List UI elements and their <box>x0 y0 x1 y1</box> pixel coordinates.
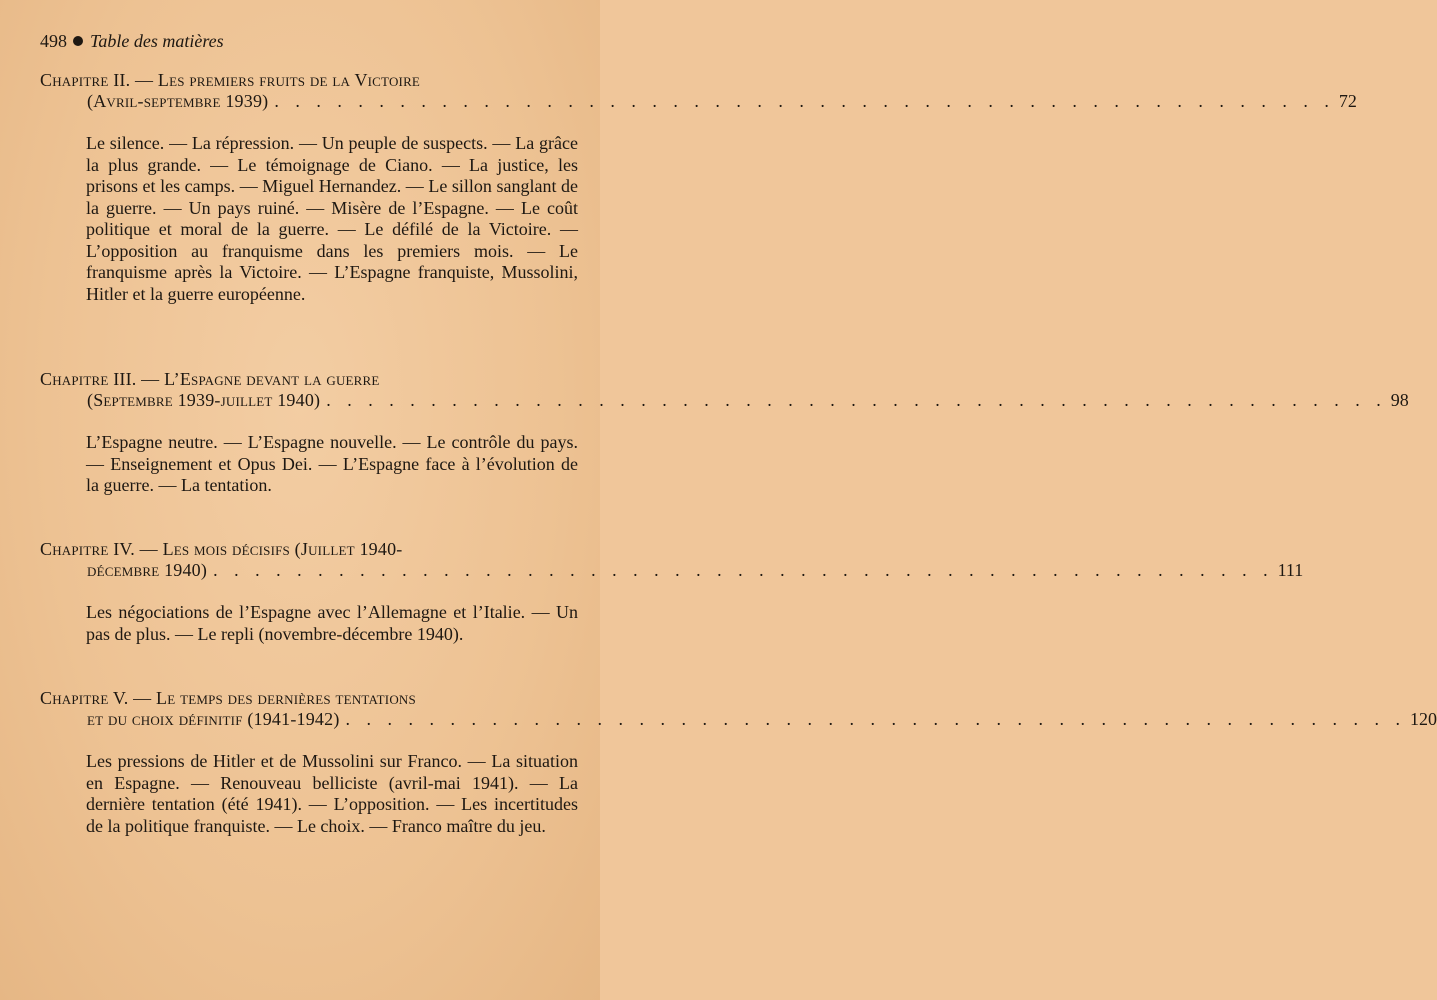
running-head <box>40 30 224 52</box>
chapter-entry-3 <box>40 369 1409 497</box>
dot-leader: . . . . . . . . . . . . . . . . . . . . . . . . . . . . . . . . . . . . . . . . . . . . . . . . . . . <box>326 390 1387 410</box>
chapter-title-line-2 <box>87 709 1437 730</box>
chapter-summary: Le silence. — La répression. — Un peuple de suspects. — La grâce la plus grande. — Le témoignage de Ciano. — La justice, les prisons et les camps. — Miguel Hernandez. — Le sillon sanglant de la guerre. — Un pays ruiné. — Misère de l’Espagne. — Le coût politique et moral de la guerre. — Le défilé de la Victoire. — L’opposition au franquisme dans les premiers mois. — Le franquisme après la Victoire. — L’Espagne franquiste, Mussolini, Hitler et la guerre européenne. <box>86 133 578 304</box>
dot-leader: . . . . . . . . . . . . . . . . . . . . . . . . . . . . . . . . . . . . . . . . . . . . . . . . . . . <box>274 91 1335 111</box>
chapter-page-number: 120 <box>1410 709 1437 729</box>
page-number: 498 <box>40 31 67 51</box>
chapter-title-line-1: Chapitre II. — Les premiers fruits de la Victoire <box>40 70 421 90</box>
chapter-entry-4 <box>40 539 1304 645</box>
chapter-title-line-2 <box>87 390 1409 411</box>
dot-leader: . . . . . . . . . . . . . . . . . . . . . . . . . . . . . . . . . . . . . . . . . . . . . . . . . . . <box>345 709 1407 729</box>
chapter-title-line-2 <box>87 560 1304 581</box>
chapter-page-number: 111 <box>1277 560 1304 580</box>
chapter-title-line-1: Chapitre V. — Le temps des dernières tentations <box>40 688 416 708</box>
chapter-entry-5 <box>40 688 1437 837</box>
chapter-summary: L’Espagne neutre. — L’Espagne nouvelle. — Le contrôle du pays. — Enseignement et Opus Dei. — L’Espagne face à l’évolution de la guerre. — La tentation. <box>86 432 578 495</box>
chapter-subtitle: et du choix définitif (1941-1942) <box>87 709 340 729</box>
chapter-subtitle: (Septembre 1939-juillet 1940) <box>87 390 321 410</box>
dot-leader: . . . . . . . . . . . . . . . . . . . . . . . . . . . . . . . . . . . . . . . . . . . . . . . . . . . <box>213 560 1274 580</box>
running-head-title: Table des matières <box>90 31 224 51</box>
chapter-title-line-1: Chapitre IV. — Les mois décisifs (Juillet 1940- <box>40 539 403 559</box>
chapter-title-line-2 <box>87 91 1357 112</box>
chapter-summary: Les négociations de l’Espagne avec l’Allemagne et l’Italie. — Un pas de plus. — Le repli (novembre-décembre 1940). <box>86 602 578 644</box>
chapter-entry-2 <box>40 70 1357 305</box>
chapter-subtitle: (Avril-septembre 1939) <box>87 91 269 111</box>
chapter-page-number: 98 <box>1390 390 1409 410</box>
chapter-subtitle: décembre 1940) <box>87 560 208 580</box>
bullet-icon <box>73 36 83 46</box>
chapter-title-line-1: Chapitre III. — L’Espagne devant la guerre <box>40 369 380 389</box>
chapter-page-number: 72 <box>1338 91 1357 111</box>
chapter-summary: Les pressions de Hitler et de Mussolini sur Franco. — La situation en Espagne. — Renouveau belliciste (avril-mai 1941). — La dernière tentation (été 1941). — L’opposition. — Les incertitudes de la politique franquiste. — Le choix. — Franco maître du jeu. <box>86 751 578 836</box>
